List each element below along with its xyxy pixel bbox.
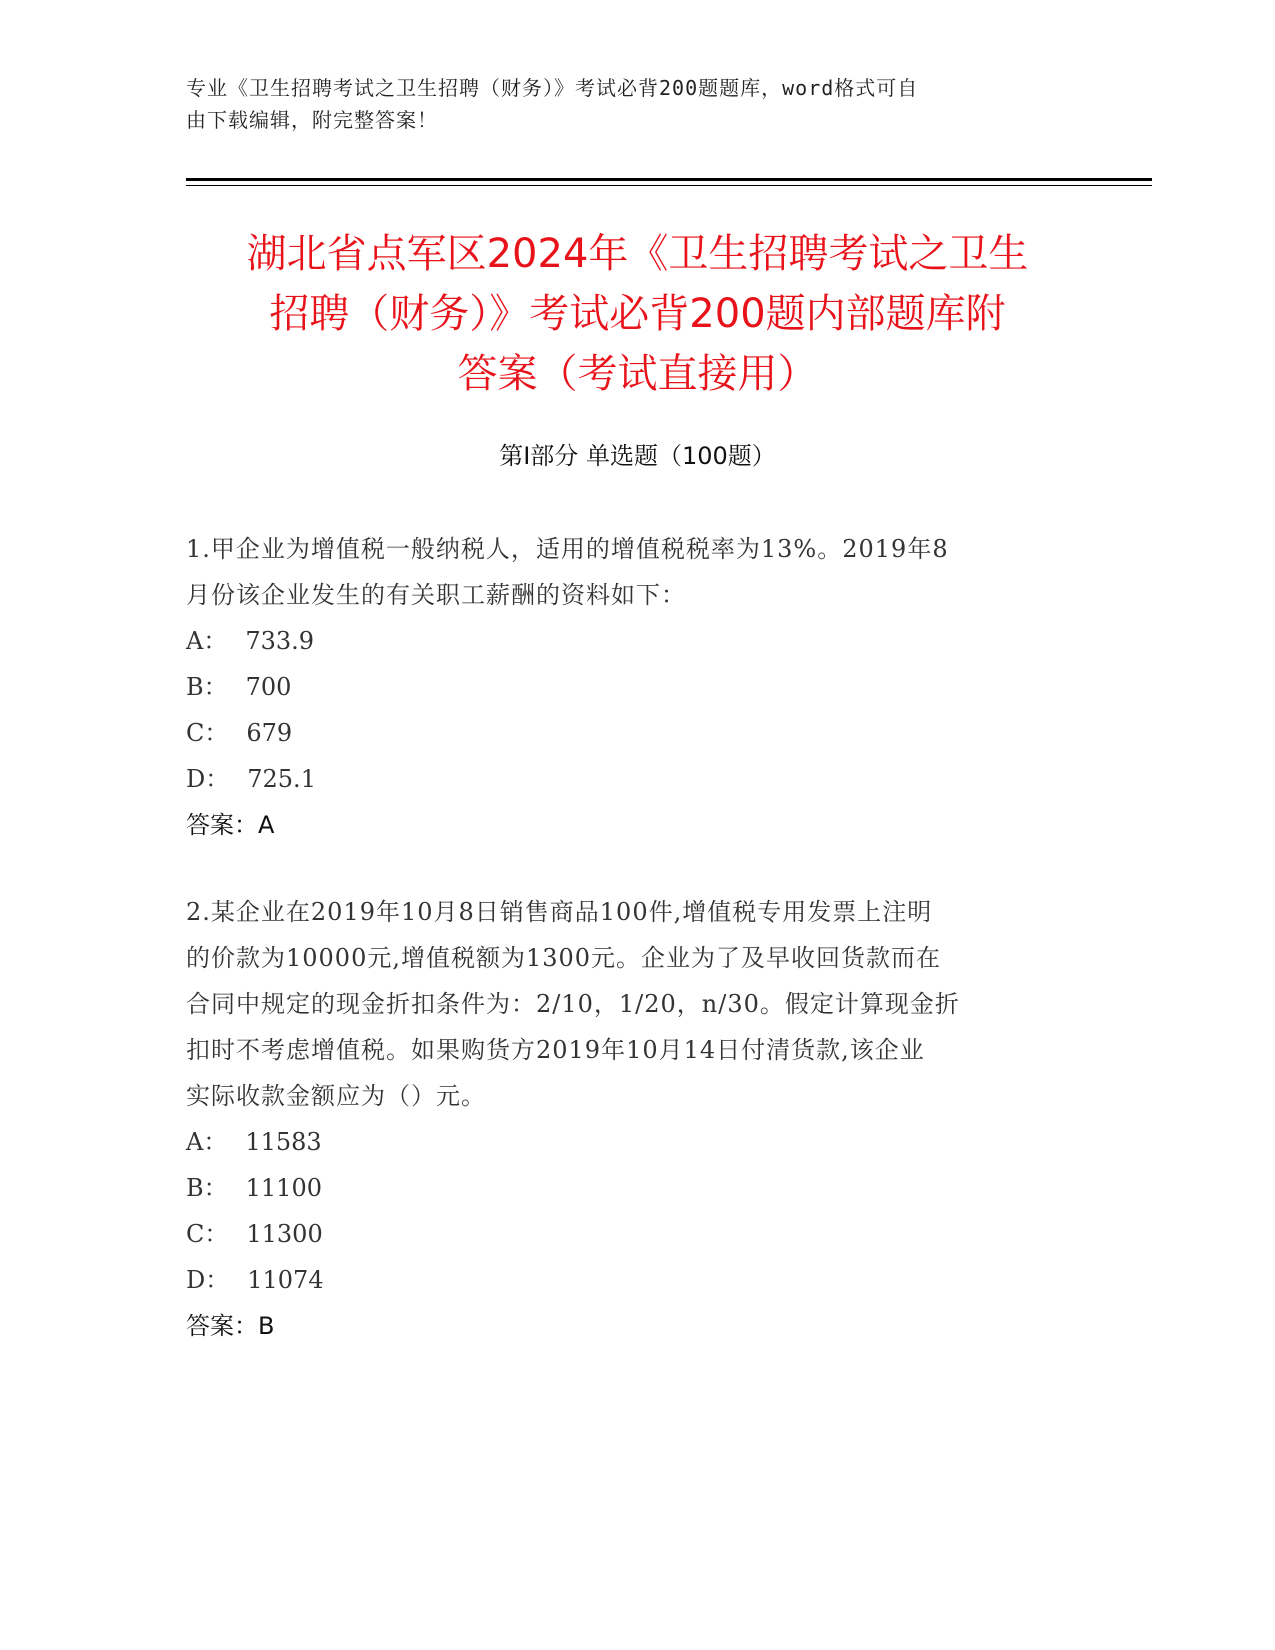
question-stem-line: 扣时不考虑增值税。如果购货方2019年10月14日付清货款,该企业 — [186, 1036, 925, 1064]
option-label: B： — [186, 1174, 228, 1202]
option-d — [186, 1257, 1066, 1303]
answer-line: 答案：B — [186, 1312, 275, 1340]
option-b — [186, 1165, 1066, 1211]
option-text: 11074 — [247, 1266, 324, 1294]
option-text: 11583 — [245, 1128, 322, 1156]
title-line-1: 湖北省点军区2024年《卫生招聘考试之卫生 — [246, 231, 1029, 277]
option-a — [186, 618, 1066, 664]
question-stem-line: 1.甲企业为增值税一般纳税人，适用的增值税税率为13%。2019年8 — [186, 535, 949, 563]
option-label: D： — [186, 1266, 230, 1294]
option-label: B： — [186, 673, 228, 701]
option-text: 700 — [245, 673, 292, 701]
question-stem — [186, 526, 1066, 618]
option-label: C： — [186, 1220, 229, 1248]
title-line-3: 答案（考试直接用） — [457, 351, 818, 397]
option-text: 11100 — [245, 1174, 322, 1202]
question-stem-line: 的价款为10000元,增值税额为1300元。企业为了及早收回货款而在 — [186, 944, 942, 972]
document-title — [186, 224, 1089, 404]
question-1 — [186, 526, 1066, 848]
question-stem-line: 合同中规定的现金折扣条件为：2/10，1/20，n/30。假定计算现金折 — [186, 990, 960, 1018]
option-label: D： — [186, 765, 230, 793]
question-2 — [186, 889, 1066, 1349]
document-intro — [186, 72, 1066, 136]
section-heading: 第I部分 单选题（100题） — [499, 442, 776, 470]
option-d — [186, 756, 1066, 802]
header-divider-thick — [186, 178, 1152, 181]
option-text: 679 — [246, 719, 293, 747]
option-label: A： — [186, 627, 228, 655]
question-stem — [186, 889, 1066, 1119]
intro-line-2: 由下载编辑，附完整答案！ — [186, 108, 438, 132]
intro-line-1: 专业《卫生招聘考试之卫生招聘（财务）》考试必背200题题库，word格式可自 — [186, 76, 919, 100]
option-c — [186, 1211, 1066, 1257]
header-divider-thin — [186, 185, 1152, 186]
option-b — [186, 664, 1066, 710]
option-a — [186, 1119, 1066, 1165]
option-label: A： — [186, 1128, 228, 1156]
option-label: C： — [186, 719, 229, 747]
question-stem-line: 月份该企业发生的有关职工薪酬的资料如下： — [186, 581, 686, 609]
option-text: 725.1 — [247, 765, 316, 793]
title-line-2: 招聘（财务）》考试必背200题内部题库附 — [269, 291, 1006, 337]
question-stem-line: 实际收款金额应为（）元。 — [186, 1082, 486, 1110]
option-c — [186, 710, 1066, 756]
option-text: 733.9 — [245, 627, 315, 655]
option-text: 11300 — [246, 1220, 323, 1248]
question-stem-line: 2.某企业在2019年10月8日销售商品100件,增值税专用发票上注明 — [186, 898, 933, 926]
answer-line: 答案：A — [186, 811, 275, 839]
